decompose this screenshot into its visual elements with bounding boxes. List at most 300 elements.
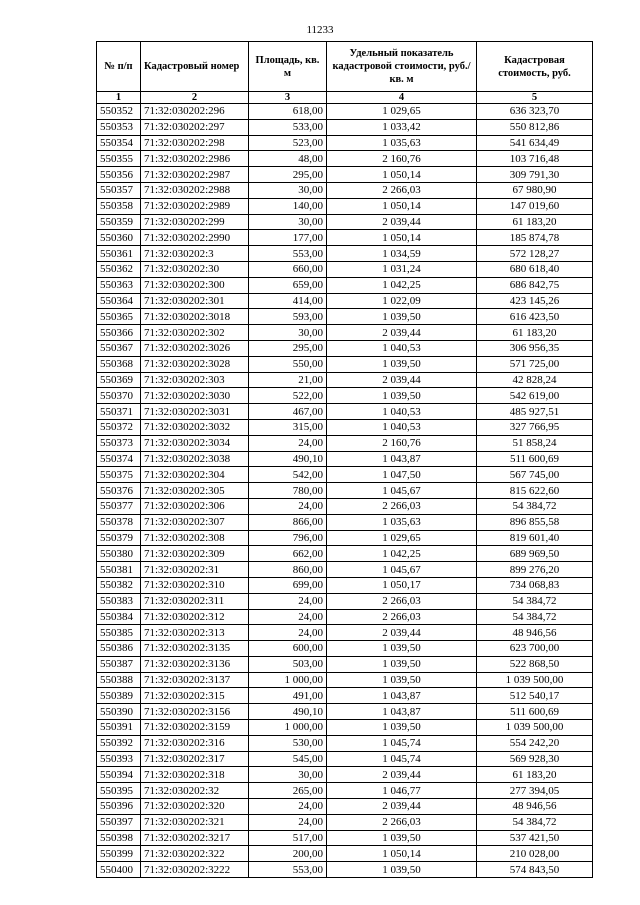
cadastral-number: 71:32:030202:32 xyxy=(141,783,249,799)
specific-value: 1 039,50 xyxy=(327,309,477,325)
table-row xyxy=(97,451,593,467)
specific-value: 2 160,76 xyxy=(327,435,477,451)
table-row xyxy=(97,720,593,736)
cadastral-number: 71:32:030202:3 xyxy=(141,246,249,262)
table-row xyxy=(97,104,593,120)
area-value: 30,00 xyxy=(249,182,327,198)
area-value: 522,00 xyxy=(249,388,327,404)
table-row xyxy=(97,277,593,293)
cadastral-number: 71:32:030202:3135 xyxy=(141,641,249,657)
table-body xyxy=(97,104,593,878)
area-value: 593,00 xyxy=(249,309,327,325)
cadastral-cost: 54 384,72 xyxy=(477,609,593,625)
cadastral-cost: 567 745,00 xyxy=(477,467,593,483)
specific-value: 1 039,50 xyxy=(327,862,477,878)
cadastral-number: 71:32:030202:303 xyxy=(141,372,249,388)
cadastral-cost: 210 028,00 xyxy=(477,846,593,862)
area-value: 24,00 xyxy=(249,498,327,514)
table-row xyxy=(97,198,593,214)
area-value: 200,00 xyxy=(249,846,327,862)
table-row xyxy=(97,483,593,499)
row-number: 550352 xyxy=(97,104,141,120)
specific-value: 1 040,53 xyxy=(327,404,477,420)
row-number: 550380 xyxy=(97,546,141,562)
row-number: 550395 xyxy=(97,783,141,799)
row-number: 550384 xyxy=(97,609,141,625)
specific-value: 1 040,53 xyxy=(327,419,477,435)
area-value: 24,00 xyxy=(249,435,327,451)
row-number: 550359 xyxy=(97,214,141,230)
cadastral-cost: 51 858,24 xyxy=(477,435,593,451)
cadastral-cost: 542 619,00 xyxy=(477,388,593,404)
table-row xyxy=(97,546,593,562)
column-index: 5 xyxy=(477,92,593,104)
area-value: 780,00 xyxy=(249,483,327,499)
table-row xyxy=(97,230,593,246)
row-number: 550366 xyxy=(97,325,141,341)
area-value: 490,10 xyxy=(249,704,327,720)
row-number: 550390 xyxy=(97,704,141,720)
row-number: 550388 xyxy=(97,672,141,688)
table-row xyxy=(97,656,593,672)
area-value: 699,00 xyxy=(249,577,327,593)
specific-value: 1 039,50 xyxy=(327,720,477,736)
area-value: 662,00 xyxy=(249,546,327,562)
cadastral-number: 71:32:030202:318 xyxy=(141,767,249,783)
cadastral-number: 71:32:030202:316 xyxy=(141,735,249,751)
cadastral-number: 71:32:030202:3222 xyxy=(141,862,249,878)
table-row xyxy=(97,530,593,546)
specific-value: 1 033,42 xyxy=(327,119,477,135)
cadastral-number: 71:32:030202:3217 xyxy=(141,830,249,846)
cadastral-cost: 680 618,40 xyxy=(477,261,593,277)
area-value: 553,00 xyxy=(249,246,327,262)
area-value: 659,00 xyxy=(249,277,327,293)
cadastral-number: 71:32:030202:2986 xyxy=(141,151,249,167)
table-row xyxy=(97,340,593,356)
table-row xyxy=(97,862,593,878)
row-number: 550387 xyxy=(97,656,141,672)
specific-value: 2 039,44 xyxy=(327,799,477,815)
cadastral-cost: 103 716,48 xyxy=(477,151,593,167)
row-number: 550392 xyxy=(97,735,141,751)
specific-value: 1 039,50 xyxy=(327,641,477,657)
row-number: 550358 xyxy=(97,198,141,214)
cadastral-cost: 896 855,58 xyxy=(477,514,593,530)
area-value: 177,00 xyxy=(249,230,327,246)
specific-value: 1 039,50 xyxy=(327,672,477,688)
area-value: 490,10 xyxy=(249,451,327,467)
specific-value: 2 266,03 xyxy=(327,609,477,625)
table-row xyxy=(97,214,593,230)
header-specific-value: Удельный показатель кадастровой стоимости, руб./кв. м xyxy=(327,42,477,92)
table-row xyxy=(97,609,593,625)
row-number: 550374 xyxy=(97,451,141,467)
cadastral-number: 71:32:030202:322 xyxy=(141,846,249,862)
table-row xyxy=(97,325,593,341)
row-number: 550355 xyxy=(97,151,141,167)
specific-value: 1 035,63 xyxy=(327,514,477,530)
row-number: 550389 xyxy=(97,688,141,704)
row-number: 550357 xyxy=(97,182,141,198)
cadastral-cost: 815 622,60 xyxy=(477,483,593,499)
area-value: 542,00 xyxy=(249,467,327,483)
row-number: 550375 xyxy=(97,467,141,483)
row-number: 550368 xyxy=(97,356,141,372)
area-value: 523,00 xyxy=(249,135,327,151)
cadastral-number: 71:32:030202:3030 xyxy=(141,388,249,404)
table-row xyxy=(97,498,593,514)
area-value: 24,00 xyxy=(249,593,327,609)
area-value: 48,00 xyxy=(249,151,327,167)
cadastral-number: 71:32:030202:3031 xyxy=(141,404,249,420)
specific-value: 1 045,67 xyxy=(327,562,477,578)
cadastral-cost: 511 600,69 xyxy=(477,451,593,467)
cadastral-number: 71:32:030202:3032 xyxy=(141,419,249,435)
specific-value: 1 050,14 xyxy=(327,846,477,862)
specific-value: 2 266,03 xyxy=(327,498,477,514)
area-value: 24,00 xyxy=(249,814,327,830)
table-row xyxy=(97,435,593,451)
area-value: 265,00 xyxy=(249,783,327,799)
row-number: 550367 xyxy=(97,340,141,356)
table-row xyxy=(97,246,593,262)
cadastral-cost: 571 725,00 xyxy=(477,356,593,372)
cadastral-cost: 554 242,20 xyxy=(477,735,593,751)
table-row xyxy=(97,751,593,767)
specific-value: 2 039,44 xyxy=(327,372,477,388)
column-index: 3 xyxy=(249,92,327,104)
cadastral-number: 71:32:030202:2989 xyxy=(141,198,249,214)
row-number: 550379 xyxy=(97,530,141,546)
specific-value: 2 266,03 xyxy=(327,182,477,198)
table-row xyxy=(97,309,593,325)
area-value: 24,00 xyxy=(249,609,327,625)
cadastral-cost: 54 384,72 xyxy=(477,498,593,514)
cadastral-cost: 623 700,00 xyxy=(477,641,593,657)
specific-value: 1 045,74 xyxy=(327,735,477,751)
area-value: 30,00 xyxy=(249,214,327,230)
specific-value: 1 022,09 xyxy=(327,293,477,309)
area-value: 545,00 xyxy=(249,751,327,767)
cadastral-number: 71:32:030202:3018 xyxy=(141,309,249,325)
area-value: 24,00 xyxy=(249,799,327,815)
area-value: 796,00 xyxy=(249,530,327,546)
cadastral-number: 71:32:030202:2990 xyxy=(141,230,249,246)
cadastral-cost: 899 276,20 xyxy=(477,562,593,578)
row-number: 550361 xyxy=(97,246,141,262)
cadastral-cost: 61 183,20 xyxy=(477,214,593,230)
table-row xyxy=(97,514,593,530)
cadastral-number: 71:32:030202:3028 xyxy=(141,356,249,372)
row-number: 550356 xyxy=(97,167,141,183)
specific-value: 1 045,67 xyxy=(327,483,477,499)
cadastral-number: 71:32:030202:311 xyxy=(141,593,249,609)
cadastral-number: 71:32:030202:312 xyxy=(141,609,249,625)
cadastral-cost: 48 946,56 xyxy=(477,625,593,641)
specific-value: 1 039,50 xyxy=(327,356,477,372)
cadastral-number: 71:32:030202:315 xyxy=(141,688,249,704)
header-number: № п/п xyxy=(97,42,141,92)
cadastral-cost: 67 980,90 xyxy=(477,182,593,198)
cadastral-cost: 54 384,72 xyxy=(477,593,593,609)
cadastral-number: 71:32:030202:3136 xyxy=(141,656,249,672)
cadastral-number: 71:32:030202:3137 xyxy=(141,672,249,688)
cadastral-number: 71:32:030202:2987 xyxy=(141,167,249,183)
row-number: 550377 xyxy=(97,498,141,514)
cadastral-number: 71:32:030202:310 xyxy=(141,577,249,593)
cadastral-cost: 185 874,78 xyxy=(477,230,593,246)
cadastral-number: 71:32:030202:296 xyxy=(141,104,249,120)
table-row xyxy=(97,735,593,751)
cadastral-number: 71:32:030202:302 xyxy=(141,325,249,341)
area-value: 530,00 xyxy=(249,735,327,751)
table-row xyxy=(97,814,593,830)
column-index: 4 xyxy=(327,92,477,104)
row-number: 550394 xyxy=(97,767,141,783)
row-number: 550400 xyxy=(97,862,141,878)
page-number: 11233 xyxy=(306,24,334,36)
row-number: 550354 xyxy=(97,135,141,151)
area-value: 21,00 xyxy=(249,372,327,388)
specific-value: 1 042,25 xyxy=(327,277,477,293)
row-number: 550360 xyxy=(97,230,141,246)
cadastral-cost: 541 634,49 xyxy=(477,135,593,151)
cadastral-cost: 147 019,60 xyxy=(477,198,593,214)
table-row xyxy=(97,846,593,862)
area-value: 660,00 xyxy=(249,261,327,277)
table-row xyxy=(97,593,593,609)
row-number: 550369 xyxy=(97,372,141,388)
specific-value: 1 031,24 xyxy=(327,261,477,277)
row-number: 550363 xyxy=(97,277,141,293)
area-value: 315,00 xyxy=(249,419,327,435)
cadastral-cost: 550 812,86 xyxy=(477,119,593,135)
cadastral-cost: 574 843,50 xyxy=(477,862,593,878)
row-number: 550353 xyxy=(97,119,141,135)
cadastral-number: 71:32:030202:308 xyxy=(141,530,249,546)
cadastral-number: 71:32:030202:306 xyxy=(141,498,249,514)
cadastral-number: 71:32:030202:3038 xyxy=(141,451,249,467)
table-row xyxy=(97,767,593,783)
row-number: 550396 xyxy=(97,799,141,815)
specific-value: 1 045,74 xyxy=(327,751,477,767)
cadastral-number: 71:32:030202:3026 xyxy=(141,340,249,356)
table-row xyxy=(97,151,593,167)
table-row xyxy=(97,562,593,578)
area-value: 503,00 xyxy=(249,656,327,672)
cadastral-number: 71:32:030202:305 xyxy=(141,483,249,499)
cadastral-cost: 1 039 500,00 xyxy=(477,672,593,688)
column-index-row xyxy=(97,92,593,104)
header-row xyxy=(97,42,593,92)
cadastral-number: 71:32:030202:297 xyxy=(141,119,249,135)
header-cadastral-number: Кадастровый номер xyxy=(141,42,249,92)
cadastral-cost: 1 039 500,00 xyxy=(477,720,593,736)
specific-value: 1 035,63 xyxy=(327,135,477,151)
cadastral-cost: 537 421,50 xyxy=(477,830,593,846)
cadastral-cost: 306 956,35 xyxy=(477,340,593,356)
table-row xyxy=(97,467,593,483)
cadastral-cost: 522 868,50 xyxy=(477,656,593,672)
row-number: 550382 xyxy=(97,577,141,593)
specific-value: 1 039,50 xyxy=(327,830,477,846)
row-number: 550373 xyxy=(97,435,141,451)
specific-value: 1 050,14 xyxy=(327,230,477,246)
cadastral-table xyxy=(96,41,593,878)
cadastral-cost: 734 068,83 xyxy=(477,577,593,593)
area-value: 295,00 xyxy=(249,340,327,356)
specific-value: 1 043,87 xyxy=(327,704,477,720)
area-value: 30,00 xyxy=(249,325,327,341)
specific-value: 1 042,25 xyxy=(327,546,477,562)
table-row xyxy=(97,799,593,815)
cadastral-number: 71:32:030202:309 xyxy=(141,546,249,562)
cadastral-cost: 42 828,24 xyxy=(477,372,593,388)
table-row xyxy=(97,688,593,704)
row-number: 550398 xyxy=(97,830,141,846)
table-row xyxy=(97,625,593,641)
cadastral-cost: 511 600,69 xyxy=(477,704,593,720)
row-number: 550391 xyxy=(97,720,141,736)
specific-value: 1 029,65 xyxy=(327,104,477,120)
area-value: 491,00 xyxy=(249,688,327,704)
table-row xyxy=(97,641,593,657)
specific-value: 2 266,03 xyxy=(327,593,477,609)
specific-value: 1 050,17 xyxy=(327,577,477,593)
specific-value: 1 040,53 xyxy=(327,340,477,356)
specific-value: 1 043,87 xyxy=(327,451,477,467)
table-row xyxy=(97,577,593,593)
row-number: 550371 xyxy=(97,404,141,420)
row-number: 550399 xyxy=(97,846,141,862)
area-value: 550,00 xyxy=(249,356,327,372)
area-value: 866,00 xyxy=(249,514,327,530)
cadastral-number: 71:32:030202:301 xyxy=(141,293,249,309)
row-number: 550364 xyxy=(97,293,141,309)
header-cadastral-cost: Кадастровая стоимость, руб. xyxy=(477,42,593,92)
row-number: 550362 xyxy=(97,261,141,277)
table-row xyxy=(97,135,593,151)
cadastral-cost: 686 842,75 xyxy=(477,277,593,293)
specific-value: 1 039,50 xyxy=(327,656,477,672)
table-row xyxy=(97,261,593,277)
area-value: 618,00 xyxy=(249,104,327,120)
specific-value: 1 043,87 xyxy=(327,688,477,704)
row-number: 550393 xyxy=(97,751,141,767)
specific-value: 2 039,44 xyxy=(327,625,477,641)
area-value: 860,00 xyxy=(249,562,327,578)
specific-value: 1 047,50 xyxy=(327,467,477,483)
row-number: 550372 xyxy=(97,419,141,435)
specific-value: 2 039,44 xyxy=(327,767,477,783)
cadastral-cost: 61 183,20 xyxy=(477,767,593,783)
area-value: 1 000,00 xyxy=(249,672,327,688)
specific-value: 2 039,44 xyxy=(327,214,477,230)
cadastral-cost: 512 540,17 xyxy=(477,688,593,704)
row-number: 550365 xyxy=(97,309,141,325)
table-row xyxy=(97,388,593,404)
cadastral-cost: 277 394,05 xyxy=(477,783,593,799)
table-row xyxy=(97,672,593,688)
specific-value: 1 034,59 xyxy=(327,246,477,262)
cadastral-cost: 61 183,20 xyxy=(477,325,593,341)
table-row xyxy=(97,704,593,720)
specific-value: 1 039,50 xyxy=(327,388,477,404)
table-row xyxy=(97,119,593,135)
table-row xyxy=(97,182,593,198)
cadastral-number: 71:32:030202:299 xyxy=(141,214,249,230)
row-number: 550386 xyxy=(97,641,141,657)
specific-value: 1 050,14 xyxy=(327,198,477,214)
cadastral-cost: 485 927,51 xyxy=(477,404,593,420)
cadastral-number: 71:32:030202:307 xyxy=(141,514,249,530)
cadastral-number: 71:32:030202:321 xyxy=(141,814,249,830)
table-row xyxy=(97,419,593,435)
cadastral-cost: 572 128,27 xyxy=(477,246,593,262)
cadastral-cost: 309 791,30 xyxy=(477,167,593,183)
specific-value: 2 160,76 xyxy=(327,151,477,167)
specific-value: 1 029,65 xyxy=(327,530,477,546)
row-number: 550397 xyxy=(97,814,141,830)
table-row xyxy=(97,404,593,420)
cadastral-cost: 423 145,26 xyxy=(477,293,593,309)
cadastral-number: 71:32:030202:30 xyxy=(141,261,249,277)
area-value: 30,00 xyxy=(249,767,327,783)
cadastral-cost: 689 969,50 xyxy=(477,546,593,562)
area-value: 533,00 xyxy=(249,119,327,135)
cadastral-cost: 54 384,72 xyxy=(477,814,593,830)
area-value: 517,00 xyxy=(249,830,327,846)
row-number: 550385 xyxy=(97,625,141,641)
specific-value: 1 046,77 xyxy=(327,783,477,799)
cadastral-number: 71:32:030202:317 xyxy=(141,751,249,767)
column-index: 2 xyxy=(141,92,249,104)
cadastral-number: 71:32:030202:3156 xyxy=(141,704,249,720)
row-number: 550378 xyxy=(97,514,141,530)
area-value: 140,00 xyxy=(249,198,327,214)
specific-value: 2 039,44 xyxy=(327,325,477,341)
cadastral-cost: 636 323,70 xyxy=(477,104,593,120)
row-number: 550383 xyxy=(97,593,141,609)
table-row xyxy=(97,293,593,309)
cadastral-number: 71:32:030202:2988 xyxy=(141,182,249,198)
cadastral-number: 71:32:030202:3034 xyxy=(141,435,249,451)
row-number: 550370 xyxy=(97,388,141,404)
table-row xyxy=(97,783,593,799)
row-number: 550381 xyxy=(97,562,141,578)
area-value: 1 000,00 xyxy=(249,720,327,736)
cadastral-cost: 819 601,40 xyxy=(477,530,593,546)
table-row xyxy=(97,830,593,846)
area-value: 467,00 xyxy=(249,404,327,420)
cadastral-number: 71:32:030202:300 xyxy=(141,277,249,293)
specific-value: 1 050,14 xyxy=(327,167,477,183)
cadastral-number: 71:32:030202:298 xyxy=(141,135,249,151)
area-value: 414,00 xyxy=(249,293,327,309)
cadastral-cost: 616 423,50 xyxy=(477,309,593,325)
row-number: 550376 xyxy=(97,483,141,499)
area-value: 553,00 xyxy=(249,862,327,878)
cadastral-number: 71:32:030202:320 xyxy=(141,799,249,815)
specific-value: 2 266,03 xyxy=(327,814,477,830)
area-value: 295,00 xyxy=(249,167,327,183)
header-area: Площадь, кв. м xyxy=(249,42,327,92)
cadastral-number: 71:32:030202:304 xyxy=(141,467,249,483)
table-row xyxy=(97,356,593,372)
area-value: 600,00 xyxy=(249,641,327,657)
cadastral-cost: 327 766,95 xyxy=(477,419,593,435)
